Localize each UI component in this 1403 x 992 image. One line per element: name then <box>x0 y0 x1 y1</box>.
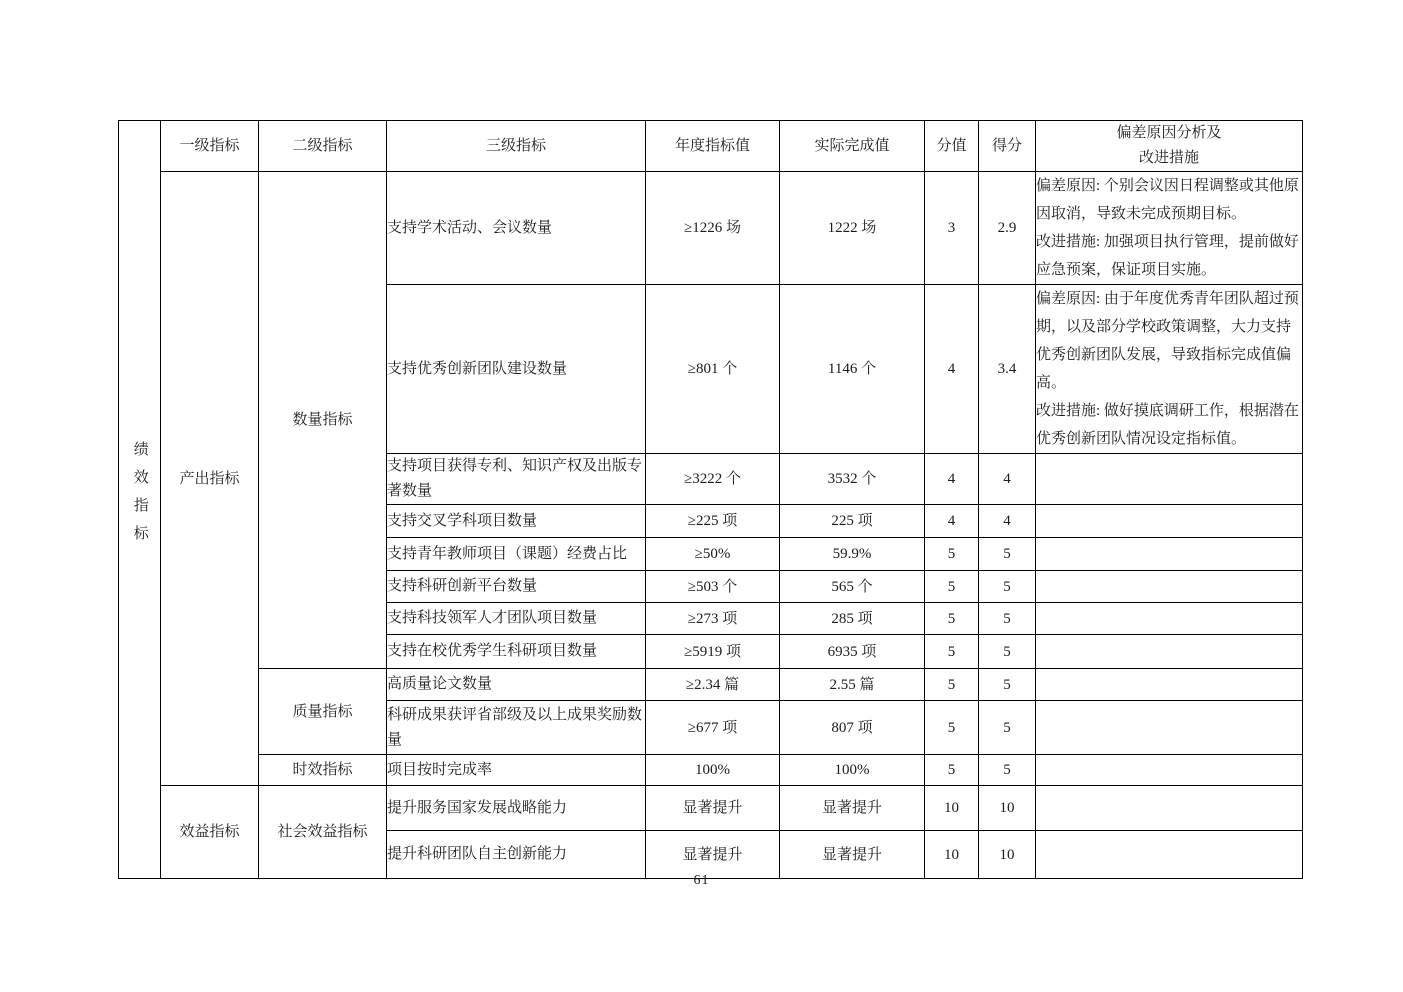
actual-value-cell: 565 个 <box>780 571 925 603</box>
score-cell: 10 <box>979 786 1036 831</box>
indicator-name-cell: 科研成果获评省部级及以上成果奖励数量 <box>387 701 646 755</box>
max-score-cell: 10 <box>925 786 979 831</box>
score-cell: 2.9 <box>979 172 1036 285</box>
score-cell: 5 <box>979 669 1036 701</box>
target-value-cell: ≥5919 项 <box>646 635 780 669</box>
indicator-name-cell: 支持青年教师项目（课题）经费占比 <box>387 538 646 571</box>
page-number: 61 <box>693 873 710 888</box>
header-level2: 二级指标 <box>259 121 387 172</box>
header-actual-value: 实际完成值 <box>780 121 925 172</box>
deviation-reason: 偏差原因: 个别会议因日程调整或其他原因取消，导致未完成预期目标。 <box>1036 178 1299 222</box>
max-score-cell: 4 <box>925 454 979 505</box>
header-max-score: 分值 <box>925 121 979 172</box>
target-value-cell: ≥2.34 篇 <box>646 669 780 701</box>
max-score-cell: 10 <box>925 831 979 879</box>
actual-value-cell: 1222 场 <box>780 172 925 285</box>
target-value-cell: ≥225 项 <box>646 505 780 538</box>
actual-value-cell: 1146 个 <box>780 285 925 454</box>
header-annual-target: 年度指标值 <box>646 121 780 172</box>
group-label-text: 绩效指标 <box>131 441 148 553</box>
deviation-cell <box>1036 755 1303 786</box>
indicator-name-cell: 支持在校优秀学生科研项目数量 <box>387 635 646 669</box>
score-cell: 5 <box>979 538 1036 571</box>
actual-value-cell: 100% <box>780 755 925 786</box>
max-score-cell: 5 <box>925 571 979 603</box>
score-cell: 5 <box>979 755 1036 786</box>
deviation-cell <box>1036 454 1303 505</box>
deviation-cell <box>1036 831 1303 879</box>
deviation-cell <box>1036 701 1303 755</box>
score-cell: 5 <box>979 635 1036 669</box>
indicator-name-cell: 提升服务国家发展战略能力 <box>387 786 646 831</box>
header-deviation-line2: 改进措施 <box>1138 150 1199 166</box>
score-cell: 10 <box>979 831 1036 879</box>
deviation-cell <box>1036 571 1303 603</box>
max-score-cell: 5 <box>925 603 979 635</box>
target-value-cell: 100% <box>646 755 780 786</box>
indicator-name-cell: 支持科研创新平台数量 <box>387 571 646 603</box>
header-deviation-line1: 偏差原因分析及 <box>1116 125 1222 141</box>
indicator-name-cell: 高质量论文数量 <box>387 669 646 701</box>
score-cell: 5 <box>979 603 1036 635</box>
level1-cell-benefit: 效益指标 <box>161 786 259 879</box>
score-cell: 4 <box>979 454 1036 505</box>
deviation-cell <box>1036 538 1303 571</box>
indicator-name-cell: 支持交叉学科项目数量 <box>387 505 646 538</box>
actual-value-cell: 225 项 <box>780 505 925 538</box>
target-value-cell: ≥273 项 <box>646 603 780 635</box>
actual-value-cell: 6935 项 <box>780 635 925 669</box>
indicator-name-cell: 支持项目获得专利、知识产权及出版专著数量 <box>387 454 646 505</box>
max-score-cell: 5 <box>925 538 979 571</box>
target-value-cell: ≥503 个 <box>646 571 780 603</box>
indicator-name-cell: 提升科研团队自主创新能力 <box>387 831 646 879</box>
actual-value-cell: 2.55 篇 <box>780 669 925 701</box>
deviation-cell <box>1036 172 1303 285</box>
header-score: 得分 <box>979 121 1036 172</box>
deviation-cell <box>1036 603 1303 635</box>
score-cell: 5 <box>979 701 1036 755</box>
actual-value-cell: 807 项 <box>780 701 925 755</box>
target-value-cell: ≥3222 个 <box>646 454 780 505</box>
score-cell: 3.4 <box>979 285 1036 454</box>
deviation-cell <box>1036 669 1303 701</box>
deviation-cell <box>1036 285 1303 454</box>
indicator-name-cell: 项目按时完成率 <box>387 755 646 786</box>
deviation-cell <box>1036 786 1303 831</box>
target-value-cell: ≥801 个 <box>646 285 780 454</box>
indicator-name-cell: 支持优秀创新团队建设数量 <box>387 285 646 454</box>
level2-cell-social-benefit: 社会效益指标 <box>259 786 387 879</box>
max-score-cell: 4 <box>925 285 979 454</box>
indicator-name-cell: 支持学术活动、会议数量 <box>387 172 646 285</box>
deviation-measure: 改进措施: 加强项目执行管理，提前做好应急预案，保证项目实施。 <box>1036 234 1299 278</box>
table-row <box>119 786 1303 831</box>
max-score-cell: 5 <box>925 755 979 786</box>
target-value-cell: ≥50% <box>646 538 780 571</box>
actual-value-cell: 285 项 <box>780 603 925 635</box>
target-value-cell: 显著提升 <box>646 786 780 831</box>
performance-indicator-table <box>118 120 1303 879</box>
header-level3: 三级指标 <box>387 121 646 172</box>
deviation-cell <box>1036 635 1303 669</box>
actual-value-cell: 3532 个 <box>780 454 925 505</box>
group-label-performance-indicators <box>119 121 161 879</box>
max-score-cell: 5 <box>925 701 979 755</box>
actual-value-cell: 59.9% <box>780 538 925 571</box>
deviation-measure: 改进措施: 做好摸底调研工作，根据潜在优秀创新团队情况设定指标值。 <box>1036 403 1299 447</box>
table-row <box>119 669 1303 701</box>
level2-cell-quantity: 数量指标 <box>259 172 387 669</box>
header-deviation <box>1036 121 1303 172</box>
score-cell: 5 <box>979 571 1036 603</box>
target-value-cell: ≥1226 场 <box>646 172 780 285</box>
level2-cell-timeliness: 时效指标 <box>259 755 387 786</box>
score-cell: 4 <box>979 505 1036 538</box>
target-value-cell: ≥677 项 <box>646 701 780 755</box>
actual-value-cell: 显著提升 <box>780 831 925 879</box>
table-header-row <box>119 121 1303 172</box>
actual-value-cell: 显著提升 <box>780 786 925 831</box>
header-level1: 一级指标 <box>161 121 259 172</box>
indicator-name-cell: 支持科技领军人才团队项目数量 <box>387 603 646 635</box>
target-value-cell: 显著提升 <box>646 831 780 879</box>
max-score-cell: 3 <box>925 172 979 285</box>
deviation-reason: 偏差原因: 由于年度优秀青年团队超过预期，以及部分学校政策调整，大力支持优秀创新团队发展，导致指标完成值偏高。 <box>1036 291 1299 391</box>
table-row <box>119 172 1303 285</box>
max-score-cell: 5 <box>925 635 979 669</box>
deviation-cell <box>1036 505 1303 538</box>
level2-cell-quality: 质量指标 <box>259 669 387 755</box>
level1-cell-output: 产出指标 <box>161 172 259 786</box>
table-row <box>119 755 1303 786</box>
max-score-cell: 4 <box>925 505 979 538</box>
max-score-cell: 5 <box>925 669 979 701</box>
